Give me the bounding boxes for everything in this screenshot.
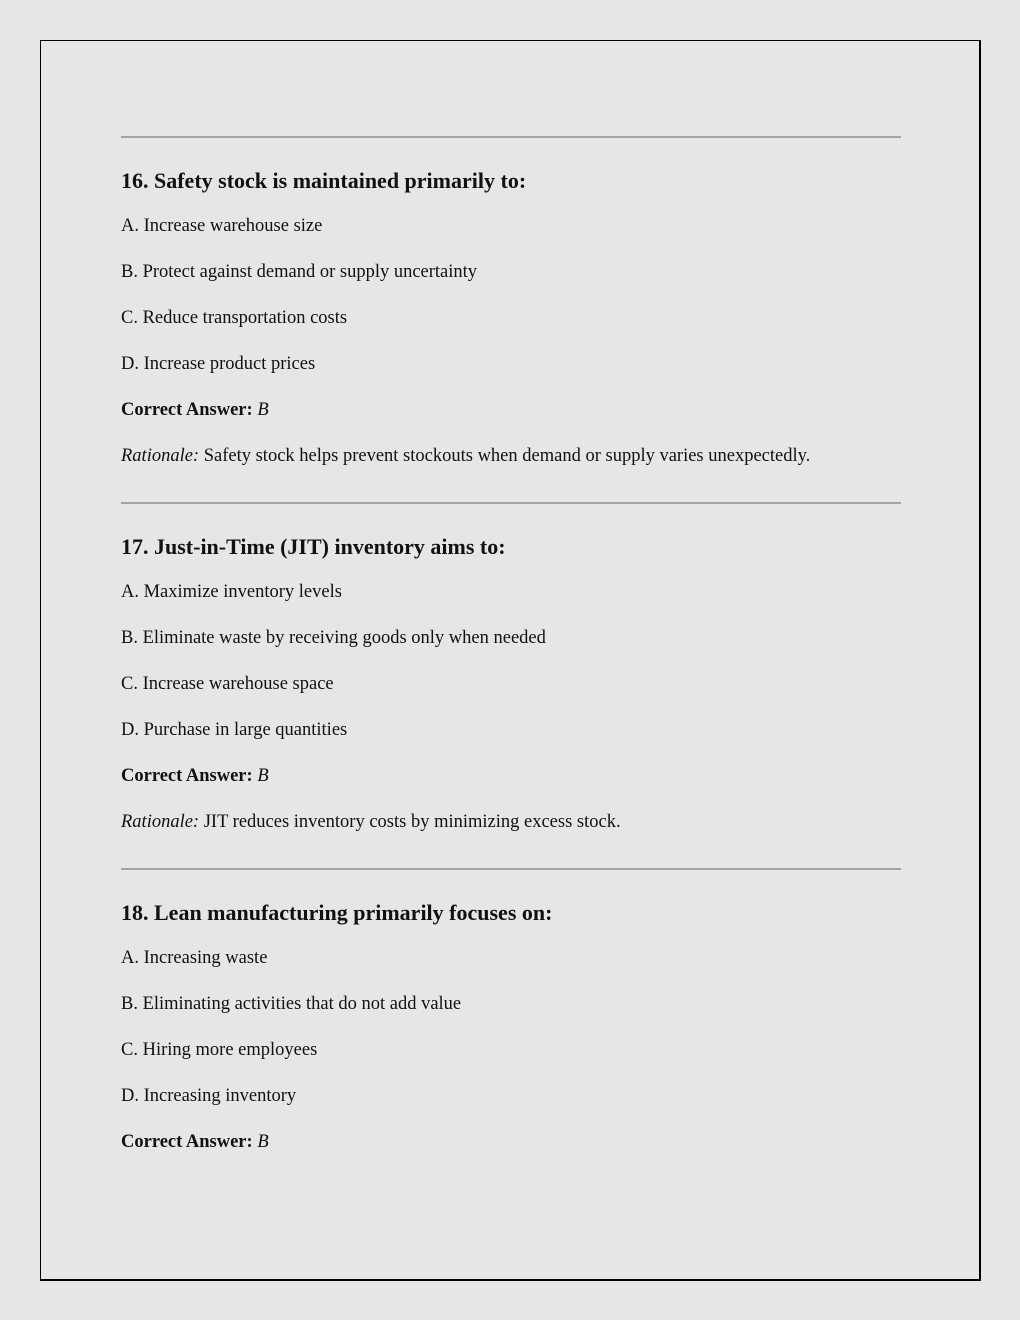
correct-answer bbox=[121, 398, 901, 422]
correct-answer bbox=[121, 1130, 901, 1154]
document-page bbox=[40, 40, 981, 1281]
option-c: C. Increase warehouse space bbox=[121, 674, 334, 694]
correct-answer-label: Correct Answer: bbox=[121, 400, 253, 420]
option-b: B. Eliminate waste by receiving goods only when needed bbox=[121, 628, 546, 648]
option-c: C. Reduce transportation costs bbox=[121, 308, 348, 328]
option-c: C. Hiring more employees bbox=[121, 1040, 318, 1060]
option-d: D. Purchase in large quantities bbox=[121, 720, 348, 740]
question-title: 17. Just-in-Time (JIT) inventory aims to: bbox=[121, 534, 506, 559]
question-title: 18. Lean manufacturing primarily focuses on: bbox=[121, 900, 553, 925]
option-d: D. Increase product prices bbox=[121, 354, 316, 374]
option-a: A. Increase warehouse size bbox=[121, 216, 323, 236]
question-17 bbox=[121, 504, 901, 868]
page-content bbox=[121, 136, 901, 1210]
correct-answer-label: Correct Answer: bbox=[121, 1132, 253, 1152]
correct-answer-value: B bbox=[257, 400, 269, 420]
option-a: A. Increasing waste bbox=[121, 948, 268, 968]
rationale-label: Rationale: bbox=[121, 446, 200, 466]
option-b: B. Eliminating activities that do not add value bbox=[121, 994, 462, 1014]
correct-answer-label: Correct Answer: bbox=[121, 766, 253, 786]
rationale-label: Rationale: bbox=[121, 812, 200, 832]
question-16 bbox=[121, 138, 901, 502]
correct-answer-value: B bbox=[257, 1132, 269, 1152]
question-18 bbox=[121, 870, 901, 1210]
rationale bbox=[121, 444, 901, 468]
rationale-text: JIT reduces inventory costs by minimizing excess stock. bbox=[203, 812, 621, 832]
question-title: 16. Safety stock is maintained primarily to: bbox=[121, 168, 527, 193]
option-a: A. Maximize inventory levels bbox=[121, 582, 342, 602]
rationale-text: Safety stock helps prevent stockouts when demand or supply varies unexpectedly. bbox=[203, 446, 811, 466]
option-b: B. Protect against demand or supply uncertainty bbox=[121, 262, 478, 282]
correct-answer-value: B bbox=[257, 766, 269, 786]
rationale bbox=[121, 810, 901, 834]
correct-answer bbox=[121, 764, 901, 788]
option-d: D. Increasing inventory bbox=[121, 1086, 297, 1106]
